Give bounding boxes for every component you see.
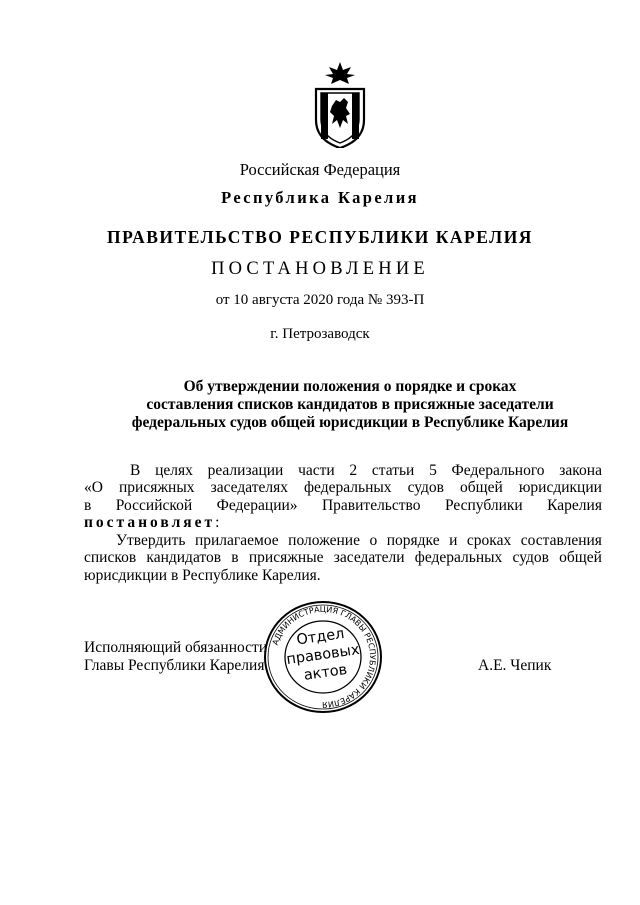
document-title [100,378,600,432]
body-line: списков кандидатов в присяжные заседатели федеральных судов общей [84,549,602,567]
paragraph-1 [84,462,602,532]
body-line: юрисдикции в Республике Карелия. [84,566,321,584]
document-type: ПОСТАНОВЛЕНИЕ [211,259,429,279]
stamp-ring-text: АДМИНИСТРАЦИЯ ГЛАВЫ РЕСПУБЛИКИ КАРЕЛИЯ [270,604,378,710]
title-line: составления списков кандидатов в присяжные заседатели [146,396,554,413]
body-line: в Российской Федерации» Правительство Республики Карелия [84,496,602,514]
body-line: Утвердить прилагаемое положение о порядке и сроках составления [116,532,602,549]
country-name: Российская Федерация [239,160,401,179]
body-line: В целях реализации части 2 статьи 5 Федерального закона [130,462,602,479]
signatory-position [84,639,267,675]
position-line: Главы Республики Карелия [84,657,265,674]
title-line: Об утверждении положения о порядке и сроках [183,378,517,395]
body-line: постановляет: [84,514,220,532]
republic-name: Республика Карелия [221,188,419,207]
paragraph-2 [84,532,602,584]
government-name: ПРАВИТЕЛЬСТВО РЕСПУБЛИКИ КАРЕЛИЯ [107,227,533,247]
position-line: Исполняющий обязанности [84,639,268,656]
coat-of-arms-icon [310,62,370,148]
body-line: «О присяжных заседателях федеральных судов общей юрисдикции [84,479,602,497]
decree-word: постановляет [84,514,216,532]
stamp-center-text: Отдел правовых актов [285,625,361,684]
title-line: федеральных судов общей юрисдикции в Республике Карелия [131,414,569,431]
document-city: г. Петрозаводск [270,326,370,342]
document-date-number: от 10 августа 2020 года № 393-П [215,292,425,308]
signatory-name: А.Е. Чепик [478,657,552,674]
